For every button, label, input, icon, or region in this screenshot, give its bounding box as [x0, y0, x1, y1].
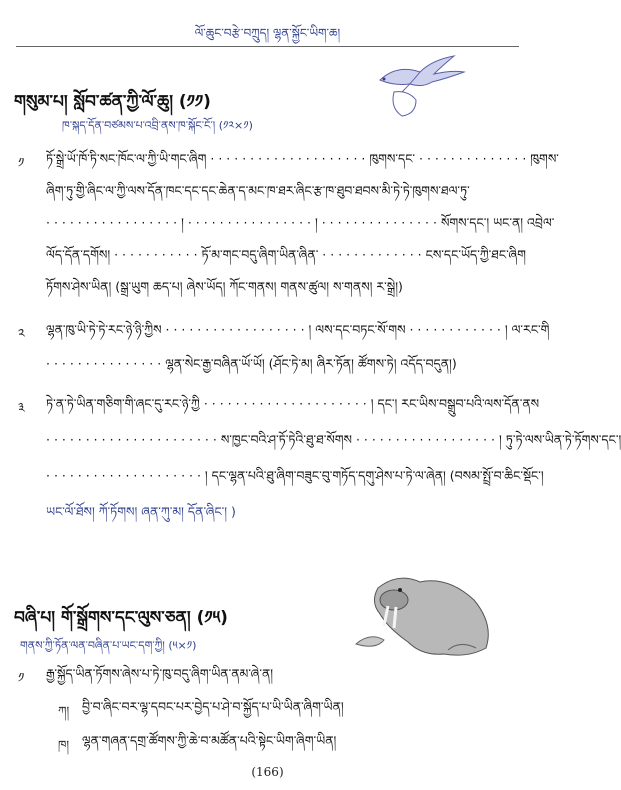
option-kha-text: ལྷན་གཞན་དགྲ་ཚོགས་ཀྱི་ཆེ་བ་མཚོན་པའི་སྟེང་ཡིག་ཞིག་ཡིན། [82, 733, 337, 748]
running-header: ལོ་ཆུང་བརྩེ་བཀྲུད། ལྷན་སྐྱོང་ཡིག་ཆ། [194, 26, 341, 40]
section-1-title: གསུམ་པ། སློབ་ཚན་ཀྱི་ལོ་ཆུ། (༡༡) [14, 92, 211, 112]
question-1-number: ༡ [18, 156, 25, 171]
question-1-line-4: ལོད་དོན་དགོས། · · · · · · · · · · · ཏོ་མ་གང་བདུ་ཞིག་ཡིན་ཞིན་ · · · · · · · · · · · · · ངས་དང་ཡོད་ཀྱི་ཐང་ཞིག [46, 247, 526, 262]
question-2-line-1: ལྷན་ཁུ་ཡི་ཏེ་ཏེ་རང་ཉེ་ཉི་ཀྱིས · · · · · · · · · · · · · · · · · · ། ལས་དང་བཏང་སོ་གས · · · · · · · · · · · · ། ལ་རང་གི [46, 322, 550, 337]
section-2-question-1-number: ༡ [18, 671, 25, 686]
option-ka-text: བྱི་བ་ཞིང་བར་ལྷ་དབང་པར་བྱེད་པ་ཤེ་བ་སྐྱོད་པ་ཡི་ཡིན་ཞིག་ཡིན། [82, 699, 344, 714]
section-2-title: བཞི་པ། གོ་སྒྲོགས་དང་ལུས་ཅན། (༡༥) [14, 608, 228, 628]
question-2-number: ༢ [18, 327, 25, 342]
question-3-line-4: ཡང་ལོ་ཐོས། ཀོ་ཏོགས། ཞན་ཀུ་མ། དོན་ཞིང་། ) [46, 504, 236, 519]
question-3-number: ༣ [18, 401, 25, 416]
walrus-illustration [348, 566, 498, 662]
section-1-instruction: ཁ་སྐད་དོན་བཙམས་པ་འབྲི་ནས་ཁ་སྐོང་ངོ་། (༡༢×༡) [62, 119, 253, 132]
question-1-line-3: · · · · · · · · · · · · · · · · · ། · · · · · · · · · · · · · · · · ། · · · · · · · · · · · · · · · སོགས་དང་། ཡང་ན། འབྲེལ་ [46, 215, 555, 230]
section-2-question-1-text: རྒྱ་སྐྱོད་ཡིན་ཏོགས་ཞེས་པ་ཏེ་ཁུ་བདུ་ཞིག་ཡིན་ནམ་ཞེ་ན། [46, 666, 274, 681]
bird-with-bundle-illustration [372, 52, 467, 120]
question-3-line-2: · · · · · · · · · · · · · · · · · · · · · · ས་ཁྱང་བའི་ཤ་ཏོ་ཏེའི་ཐུ་ཐ་སོགས · · · · · · · · · · · · · · · · · · ། ཏུ་ཏེ་ལས་ཡིན་ཏེ་ཏོགས་དང་། [46, 432, 621, 447]
question-1-line-1: ཏོ་སྒྲེ་ཡོ་ཁོ་ཏི་སང་ཁོང་ལ་ཀྱི་ཡི་གང་ཞིག · · · · · · · · · · · · · · · · · · · · ཁུགས་དང་ · · · · · · · · · · · · · · ཁུགས་ [46, 151, 559, 166]
page-number: (166) [251, 765, 284, 779]
question-1-line-2: ཞིག་ཏུ་གྱི་ཞིང་ལ་ཀྱི་ལས་དོན་ཁང་དང་དང་ཆེན་ད་མང་ཁ་ཐར་ཞིང་རྩ་ཁ་ཐུབ་ཐབས་མི་ཏེ་ཏེ་ཁུགས་ཐལ་ཏུ་ [46, 183, 470, 198]
section-2-instruction: གནས་ཀྱི་ཏོན་ལན་བཞིན་པ་ཡང་དག་ཀྱི། (༥×༡) [20, 639, 197, 652]
question-3-line-1: ཏེ་ན་ཏེ་ཡིན་གཅིག་གི་ཞང་དུ་རང་ཉེ་ཀྱི · · · · · · · · · · · · · · · · · · · · · ། དང་། རང་ཡིས་བསྒྲུབ་པའི་ལས་དོན་ནས [46, 396, 540, 411]
option-kha-number: ཁ། [58, 738, 70, 752]
header-rule [16, 46, 519, 47]
question-1-line-5: ཏོགས་ཤེས་ཡིན། (སྒྲ་ཡུག ཆད་པ། ཞེས་ཡོད། ཀོང་གནས། གནས་ཚུལ། ས་གནས། ར་སྒྲེ།) [46, 279, 403, 294]
option-ka-number: ཀ། [58, 704, 70, 718]
question-3-line-3: · · · · · · · · · · · · · · · · · · · · ། དང་ལྷན་པའི་ཐུ་ཞིག་བཟུང་བུ་གཏོད་དགུ་ཤེས་པ་ཏེ་ལ་ཞེན། (བསམ་སྤྲོ་བ་ཆིང་སྡོང་། [46, 468, 544, 483]
question-2-line-2: · · · · · · · · · · · · · · · ལྷན་སེང་རྒྱ་བཞིན་ཡོ་ཡོ། (ཤོང་ཏེ་མ། ཞིར་ཏོན། ཚོགས་ཏེ། འདོད་བདུན།) [46, 356, 457, 371]
